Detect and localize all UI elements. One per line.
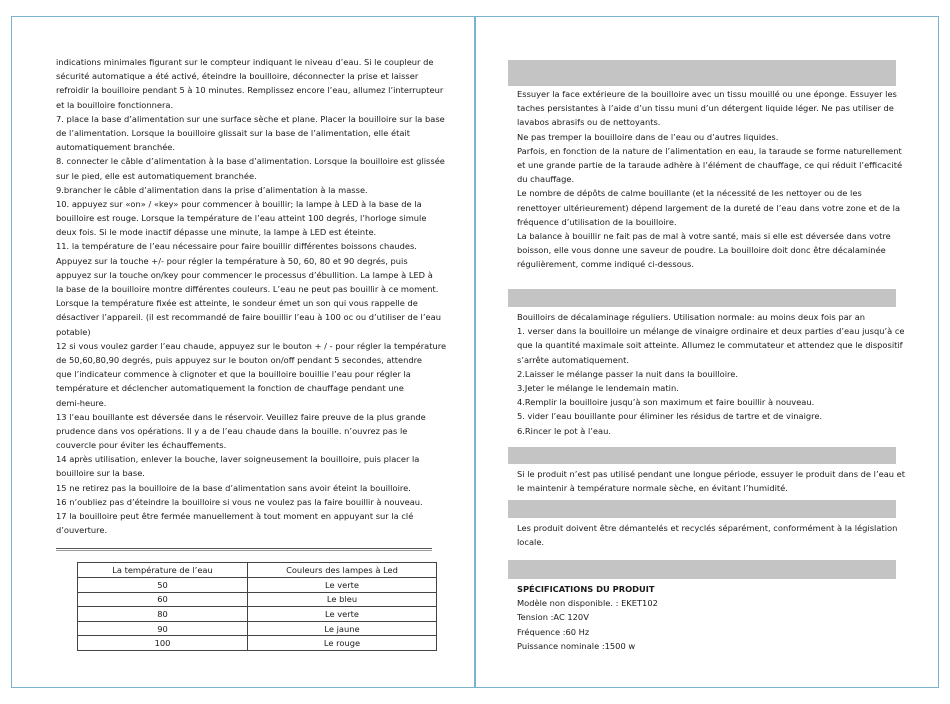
spec-line: Tension :AC 120V bbox=[517, 612, 589, 623]
specs-title: SPÉCIFICATIONS DU PRODUIT bbox=[517, 584, 655, 594]
table-cell: Le jaune bbox=[248, 621, 437, 636]
text-line: sécurité automatique a été activé, éteindre la bouilloire, déconnecter la prise et laisser bbox=[56, 71, 419, 82]
text-line: 10. appuyez sur «on» / «key» pour commencer à bouillir; la lampe à LED à la base de la bbox=[56, 198, 422, 209]
table-row bbox=[78, 592, 437, 607]
section-header-bar-specs bbox=[508, 560, 896, 579]
text-line: Appuyez sur la touche +/- pour régler la température à 50, 60, 80 et 90 degrés, puis bbox=[56, 255, 408, 266]
table-cell: Le verte bbox=[248, 607, 437, 622]
text-line: 17 la bouilloire peut être fermée manuellement à tout moment en appuyant sur la clé bbox=[56, 511, 414, 521]
section-header-bar-storage bbox=[508, 447, 896, 464]
text-line: bouilloire sur la base. bbox=[56, 468, 145, 479]
text-line: 12 si vous voulez garder l’eau chaude, appuyez sur le bouton + / - pour régler la température bbox=[56, 340, 447, 351]
text-line: Les produit doivent être démantelés et recyclés séparément, conformément à la législation bbox=[517, 523, 898, 533]
text-line: sur le pied, elle est automatiquement branchée. bbox=[56, 170, 257, 181]
text-line: 2.Laisser le mélange passer la nuit dans la bouilloire. bbox=[517, 368, 738, 379]
text-line: et une grande partie de la taraude adhère à l’élément de chauffage, ce qui réduit l’efficacité bbox=[517, 159, 903, 170]
divider bbox=[56, 548, 432, 551]
text-line: Le nombre de dépôts de calme bouillante (et la nécessité de les nettoyer ou de les bbox=[517, 188, 862, 199]
text-line: taches persistantes à l’aide d’un tissu muni d’un détergent liquide léger. Ne pas utiliser de bbox=[517, 103, 894, 114]
text-line: Bouilloirs de décalaminage réguliers. Utilisation normale: au moins deux fois par an bbox=[517, 312, 866, 322]
text-line: 11. la température de l’eau nécessaire pour faire bouillir différentes boissons chaudes. bbox=[56, 241, 417, 252]
text-line: Lorsque la température fixée est atteinte, le sondeur émet un son qui vous rappelle de bbox=[56, 298, 418, 309]
table-cell: 100 bbox=[78, 636, 248, 651]
table-cell: 80 bbox=[78, 607, 248, 622]
text-line: Essuyer la face extérieure de la bouilloire avec un tissu mouillé ou une éponge. Essuyer les bbox=[517, 89, 897, 99]
text-line: 15 ne retirez pas la bouilloire de la base d’alimentation sans avoir éteint la bouilloire. bbox=[56, 482, 411, 493]
text-line: 5. vider l’eau bouillante pour éliminer les résidus de tartre et de vinaigre. bbox=[517, 411, 823, 422]
table-row bbox=[78, 621, 437, 636]
text-line: du chauffage. bbox=[517, 174, 575, 185]
section-header-bar-disposal bbox=[508, 500, 896, 518]
text-line: s’arrête automatiquement. bbox=[517, 354, 629, 365]
text-line: 13 l’eau bouillante est déversée dans le réservoir. Veuillez faire preuve de la plus grande bbox=[56, 411, 426, 422]
descaling-section bbox=[517, 310, 905, 438]
text-line: 7. place la base d’alimentation sur une surface sèche et plane. Placer la bouilloire sur la base bbox=[56, 113, 445, 124]
text-line: d’ouverture. bbox=[56, 525, 108, 536]
text-line: que la quantité maximale soit atteinte. Allumez le commutateur et attendez que le dispositif bbox=[517, 340, 903, 351]
storage-section bbox=[517, 467, 906, 495]
text-line: La balance à bouillir ne fait pas de mal à votre santé, mais si elle est déversée dans votre bbox=[517, 230, 891, 241]
text-line: refroidir la bouilloire pendant 5 à 10 minutes. Remplissez encore l’eau, allumez l’interrupteur bbox=[56, 85, 444, 96]
table-row bbox=[78, 607, 437, 622]
text-line: désactiver l’appareil. (il est recommandé de faire bouillir l’eau à 100 oc ou d’utiliser de l’eau bbox=[56, 312, 441, 323]
table-cell: 50 bbox=[78, 578, 248, 593]
text-line: de 50,60,80,90 degrés, puis appuyez sur le bouton on/off pendant 5 secondes, attendre bbox=[56, 354, 422, 365]
text-line: 9.brancher le câble d’alimentation dans la prise d’alimentation à la masse. bbox=[56, 184, 368, 195]
table-cell: Le rouge bbox=[248, 636, 437, 651]
table-row bbox=[78, 578, 437, 593]
text-line: indications minimales figurant sur le compteur indiquant le niveau d’eau. Si le coupleur de bbox=[56, 57, 434, 67]
specs-section bbox=[517, 582, 897, 653]
text-line: fréquence d’utilisation de la bouilloire. bbox=[517, 216, 677, 227]
text-line: la base de la bouilloire montre différentes couleurs. L’eau ne peut pas bouillir à ce moment. bbox=[56, 284, 439, 294]
text-line: locale. bbox=[517, 537, 545, 548]
text-line: deux fois. Si le mode inactif dépasse une minute, la lampe à LED est éteinte. bbox=[56, 227, 377, 238]
left-instructions bbox=[56, 55, 446, 537]
led-color-table bbox=[77, 562, 437, 651]
text-line: Si le produit n’est pas utilisé pendant une longue période, essuyer le produit dans de l’eau et bbox=[517, 469, 906, 479]
text-line: lavabos abrasifs ou de nettoyants. bbox=[517, 117, 661, 128]
section-header-bar-descaling bbox=[508, 289, 896, 307]
text-line: bouilloire est rouge. Lorsque la température de l’eau atteint 100 degrés, l’horloge simule bbox=[56, 213, 427, 224]
text-line: de l’alimentation. Lorsque la bouilloire glissait sur la base de l’alimentation, elle était bbox=[56, 127, 410, 138]
table-cell: 90 bbox=[78, 621, 248, 636]
text-line: Parfois, en fonction de la nature de l’alimentation en eau, la taraude se forme naturellement bbox=[517, 145, 902, 156]
text-line: température et déclencher automatiquement la fonction de chauffage pendant une bbox=[56, 383, 404, 394]
spec-line: Fréquence :60 Hz bbox=[517, 626, 590, 637]
text-line: appuyez sur la touche on/key pour commencer le processus d’ébullition. La lampe à LED à bbox=[56, 269, 433, 280]
text-line: 16 n’oubliez pas d’éteindre la bouilloire si vous ne voulez pas la faire bouillir à nouveau. bbox=[56, 496, 423, 507]
table-row bbox=[78, 636, 437, 651]
text-line: demi-heure. bbox=[56, 397, 107, 408]
table-cell: Le bleu bbox=[248, 592, 437, 607]
table-header: La température de l’eau bbox=[78, 563, 248, 578]
text-line: Ne pas tremper la bouilloire dans de l’eau ou d’autres liquides. bbox=[517, 131, 779, 142]
text-line: que l’indicateur commence à clignoter et que la bouilloire bouillie l’eau pour régler la bbox=[56, 369, 411, 380]
text-line: prudence dans vos opérations. Il y a de l’eau chaude dans la bouille. n’ouvrez pas le bbox=[56, 425, 408, 436]
disposal-section bbox=[517, 521, 897, 549]
text-line: potable) bbox=[56, 326, 91, 337]
cleaning-section bbox=[517, 87, 903, 271]
text-line: couvercle pour éviter les échauffements. bbox=[56, 440, 227, 451]
table-header: Couleurs des lampes à Led bbox=[248, 563, 437, 578]
spec-line: Modèle non disponible. : EKET102 bbox=[517, 598, 658, 609]
text-line: automatiquement branchée. bbox=[56, 142, 176, 153]
table-cell: Le verte bbox=[248, 578, 437, 593]
text-line: régulièrement, comme indiqué ci-dessous. bbox=[517, 259, 694, 270]
text-line: 3.Jeter le mélange le lendemain matin. bbox=[517, 382, 679, 393]
text-line: 8. connecter le câble d’alimentation à la base d’alimentation. Lorsque la bouilloire est glissée bbox=[56, 156, 445, 167]
text-line: 14 après utilisation, enlever la bouche, laver soigneusement la bouilloire, puis placer la bbox=[56, 454, 420, 465]
text-line: 4.Remplir la bouilloire jusqu’à son maximum et faire bouillir à nouveau. bbox=[517, 397, 815, 408]
text-line: renettoyer ultérieurement) dépend largement de la dureté de l’eau dans votre zone et de la bbox=[517, 202, 901, 213]
text-line: 6.Rincer le pot à l’eau. bbox=[517, 425, 611, 436]
text-line: boisson, elle vous donne une saveur de poudre. La bouilloire doit donc être décalaminée bbox=[517, 245, 886, 256]
table-cell: 60 bbox=[78, 592, 248, 607]
text-line: le maintenir à température normale sèche, en évitant l’humidité. bbox=[517, 483, 788, 494]
section-header-bar-cleaning bbox=[508, 60, 896, 86]
spec-line: Puissance nominale :1500 w bbox=[517, 640, 636, 651]
text-line: 1. verser dans la bouilloire un mélange de vinaigre ordinaire et deux parties d’eau jusqu’à ce bbox=[517, 326, 905, 337]
text-line: et la bouilloire fonctionnera. bbox=[56, 99, 174, 110]
